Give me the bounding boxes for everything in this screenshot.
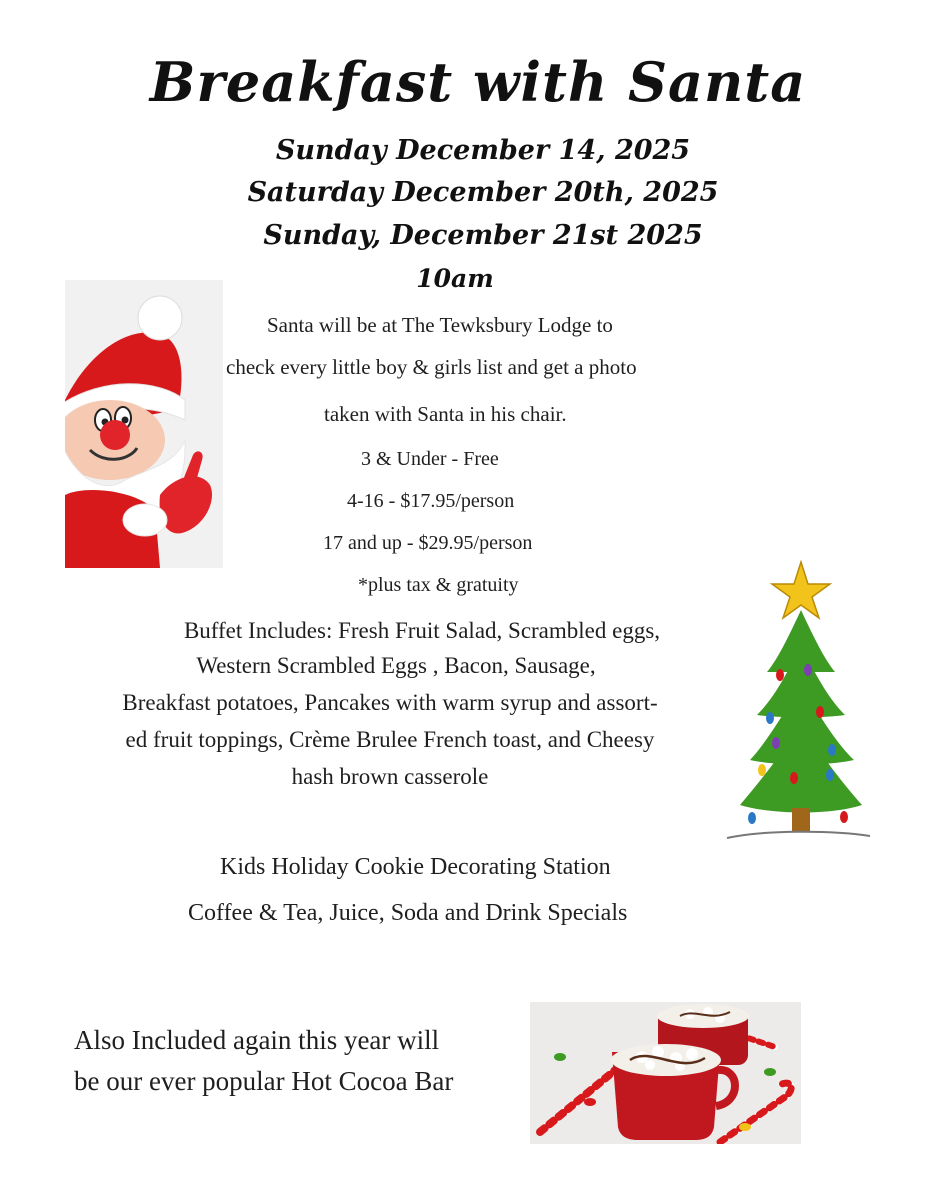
- price-4-16: 4-16 - $17.95/person: [347, 490, 515, 512]
- event-date-1: Sunday December 14, 2025: [275, 135, 691, 166]
- cocoa-line-1: Also Included again this year will: [74, 1025, 440, 1055]
- flyer-title: Breakfast with Santa: [149, 50, 807, 114]
- intro-line-3: taken with Santa in his chair.: [324, 402, 567, 426]
- buffet-line-5: hash brown casserole: [291, 764, 489, 789]
- buffet-line-2: Western Scrambled Eggs , Bacon, Sausage,: [196, 653, 596, 678]
- santa-image: [65, 280, 223, 568]
- tree-image: [722, 560, 874, 845]
- hot-cocoa-photo: [530, 1002, 801, 1144]
- event-date-2: Saturday December 20th, 2025: [247, 177, 719, 208]
- event-date-3: Sunday, December 21st 2025: [263, 220, 703, 251]
- santa-peeking-icon: [65, 280, 223, 568]
- extras-cookie-station: Kids Holiday Cookie Decorating Station: [220, 854, 611, 880]
- price-note: *plus tax & gratuity: [358, 574, 519, 596]
- intro-line-1: Santa will be at The Tewksbury Lodge to: [267, 313, 613, 337]
- price-17-up: 17 and up - $29.95/person: [323, 532, 533, 554]
- cocoa-line-2: be our ever popular Hot Cocoa Bar: [74, 1066, 454, 1096]
- intro-line-2: check every little boy & girls list and get a photo: [226, 355, 637, 379]
- extras-drinks: Coffee & Tea, Juice, Soda and Drink Specials: [188, 900, 628, 926]
- buffet-line-3: Breakfast potatoes, Pancakes with warm syrup and assort-: [122, 690, 658, 715]
- price-under-3: 3 & Under - Free: [361, 448, 499, 470]
- cocoa-image: [530, 1002, 801, 1144]
- buffet-line-1: Buffet Includes: Fresh Fruit Salad, Scrambled eggs,: [183, 618, 661, 643]
- christmas-tree-icon: [722, 560, 874, 845]
- buffet-line-4: ed fruit toppings, Crème Brulee French toast, and Cheesy: [125, 727, 655, 752]
- event-time: 10am: [416, 264, 494, 293]
